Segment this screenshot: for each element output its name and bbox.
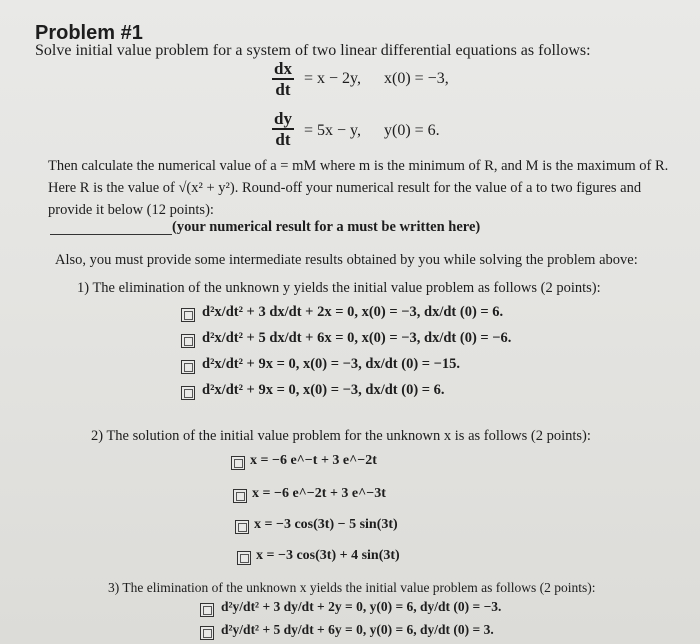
- intermediate-intro: Also, you must provide some intermediate results obtained by you while solving the problem above:: [55, 252, 638, 268]
- q3-prompt: 3) The elimination of the unknown x yields the initial value problem as follows (2 points):: [108, 580, 596, 595]
- q1-option-2: d²x/dt² + 5 dx/dt + 6x = 0, x(0) = −3, dx/dt (0) = −6.: [202, 330, 512, 346]
- q3-option-2: d²y/dt² + 5 dy/dt + 6y = 0, y(0) = 6, dy/dt (0) = 3.: [221, 622, 494, 637]
- q1-option-2-checkbox[interactable]: [181, 334, 195, 348]
- eq1-num: dx: [274, 59, 292, 78]
- q2-option-2-checkbox[interactable]: [233, 489, 247, 503]
- task-line-3: provide it below (12 points):: [48, 202, 214, 218]
- q1-option-1: d²x/dt² + 3 dx/dt + 2x = 0, x(0) = −3, dx/dt (0) = 6.: [202, 304, 504, 320]
- eq1-den: dt: [275, 80, 291, 99]
- q1-prompt: 1) The elimination of the unknown y yields the initial value problem as follows (2 points):: [77, 280, 601, 296]
- answer-blank[interactable]: [50, 234, 172, 235]
- q3-option-1: d²y/dt² + 3 dy/dt + 2y = 0, y(0) = 6, dy/dt (0) = −3.: [221, 599, 502, 614]
- eq1-initial-condition: x(0) = −3,: [384, 70, 449, 87]
- q2-option-1-checkbox[interactable]: [231, 456, 245, 470]
- q3-option-2-checkbox[interactable]: [200, 626, 214, 640]
- q2-option-4-checkbox[interactable]: [237, 551, 251, 565]
- task-line-1: Then calculate the numerical value of a = mM where m is the minimum of R, and M is the maximum of R.: [48, 158, 669, 174]
- eq1-derivative: [272, 60, 294, 98]
- q1-option-1-checkbox[interactable]: [181, 308, 195, 322]
- q2-option-4: x = −3 cos(3t) + 4 sin(3t): [256, 548, 400, 563]
- eq1-rhs: = x − 2y,: [304, 70, 362, 87]
- q1-option-3: d²x/dt² + 9x = 0, x(0) = −3, dx/dt (0) = −15.: [202, 356, 461, 372]
- q2-option-3-checkbox[interactable]: [235, 520, 249, 534]
- q1-option-3-checkbox[interactable]: [181, 360, 195, 374]
- q2-option-1: x = −6 e^−t + 3 e^−2t: [250, 453, 377, 468]
- q2-prompt: 2) The solution of the initial value problem for the unknown x is as follows (2 points):: [91, 428, 591, 444]
- problem-title: Problem #1: [35, 22, 143, 44]
- q1-option-4-checkbox[interactable]: [181, 386, 195, 400]
- q3-option-1-checkbox[interactable]: [200, 603, 214, 617]
- task-line-2: Here R is the value of √(x² + y²). Round-off your numerical result for the value of a to two figures and: [48, 180, 642, 196]
- eq2-rhs: = 5x − y,: [304, 122, 362, 139]
- answer-hint: (your numerical result for a must be written here): [172, 219, 481, 235]
- problem-intro: Solve initial value problem for a system of two linear differential equations as follows:: [35, 42, 591, 59]
- eq2-initial-condition: y(0) = 6.: [384, 122, 440, 139]
- eq2-num: dy: [274, 109, 292, 128]
- eq2-derivative: [272, 110, 294, 148]
- q1-option-4: d²x/dt² + 9x = 0, x(0) = −3, dx/dt (0) = 6.: [202, 382, 445, 398]
- eq2-den: dt: [275, 130, 291, 149]
- q2-option-2: x = −6 e^−2t + 3 e^−3t: [252, 486, 386, 501]
- q2-option-3: x = −3 cos(3t) − 5 sin(3t): [254, 517, 398, 532]
